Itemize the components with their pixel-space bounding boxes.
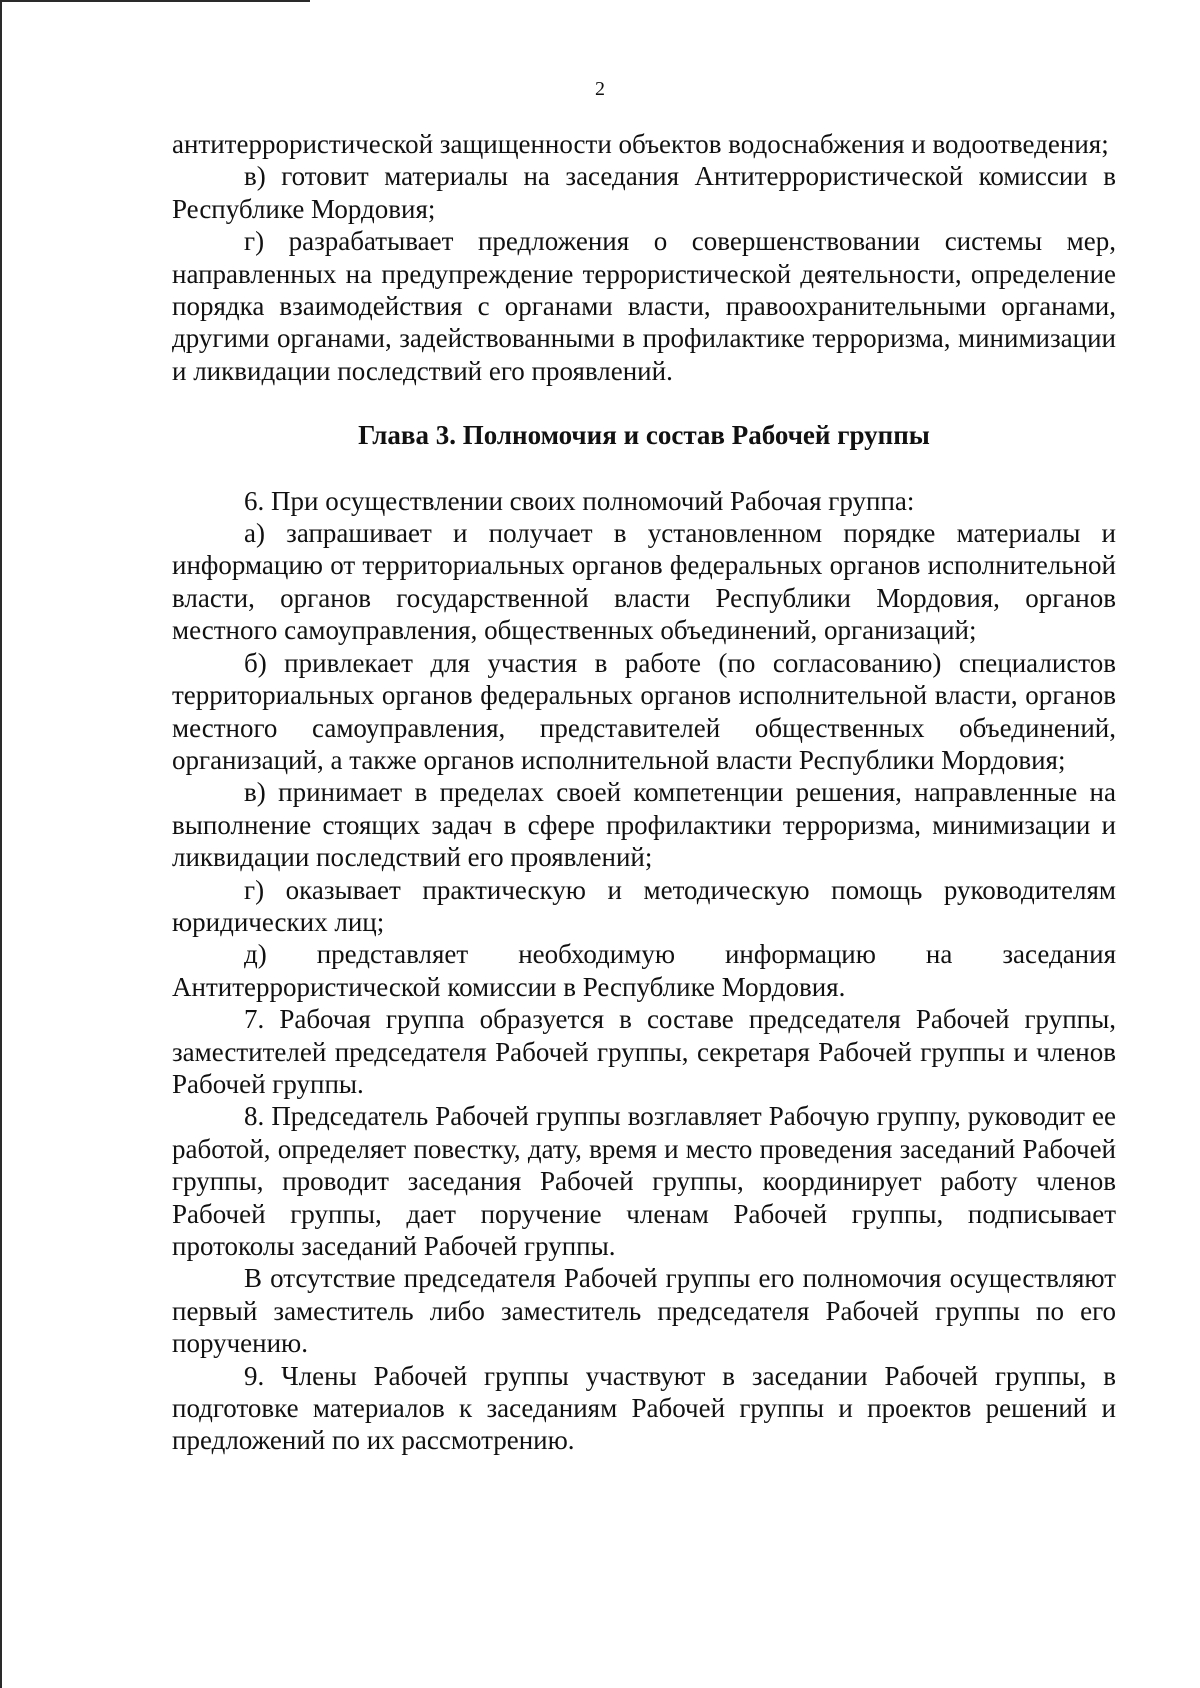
paragraph-item-a: а) запрашивает и получает в установленном порядке материалы и информацию от территориальных органов федеральных органов исполнительной власти, органов государственной власти Республики Мордовия, органов местного самоуправления, общественных объединений, организаций; <box>172 518 1116 646</box>
paragraph-item-g: г) разрабатывает предложения о совершенствовании системы мер, направленных на предупреждение террористической деятельности, определение порядка взаимодействия с органами власти, правоохранительными органами, другими органами, задействованными в профилактике терроризма, минимизации и ликвидации последствий его проявлений. <box>172 226 1116 386</box>
scan-edge-left <box>0 0 2 1688</box>
paragraph-item-v: в) готовит материалы на заседания Антитеррористической комиссии в Республике Мордовия; <box>172 161 1116 224</box>
paragraph-item-d: д) представляет необходимую информацию на заседания Антитеррористической комиссии в Республике Мордовия. <box>172 939 1116 1002</box>
scan-edge-top <box>0 0 310 2</box>
page-number: 2 <box>595 78 605 100</box>
paragraph-clause-9: 9. Члены Рабочей группы участвуют в заседании Рабочей группы, в подготовке материалов к заседаниям Рабочей группы и проектов решений и предложений по их рассмотрению. <box>172 1360 1116 1456</box>
chapter-heading: Глава 3. Полномочия и состав Рабочей группы <box>358 420 930 451</box>
paragraph-item-b: б) привлекает для участия в работе (по согласованию) специалистов территориальных органов федеральных органов исполнительной власти, органов местного самоуправления, представителей общественных объединений, организаций, а также органов исполнительной власти Республики Мордовия; <box>172 647 1116 775</box>
document-body <box>172 128 1116 1457</box>
paragraph-clause-8-deputy: В отсутствие председателя Рабочей группы его полномочия осуществляют первый заместитель либо заместитель председателя Рабочей группы по его поручению. <box>172 1263 1116 1359</box>
paragraph-clause-7: 7. Рабочая группа образуется в составе председателя Рабочей группы, заместителей председателя Рабочей группы, секретаря Рабочей группы и членов Рабочей группы. <box>172 1004 1116 1099</box>
paragraph-item-v: в) принимает в пределах своей компетенции решения, направленные на выполнение стоящих задач в сфере профилактики терроризма, минимизации и ликвидации последствий его проявлений; <box>172 777 1116 873</box>
paragraph-item-g: г) оказывает практическую и методическую помощь руководителям юридических лиц; <box>172 874 1116 937</box>
paragraph-continuation: антитеррористической защищенности объектов водоснабжения и водоотведения; <box>172 129 1109 159</box>
paragraph-clause-8: 8. Председатель Рабочей группы возглавляет Рабочую группу, руководит ее работой, определяет повестку, дату, время и место проведения заседаний Рабочей группы, проводит заседания Рабочей группы, координирует работу членов Рабочей группы, дает поручение членам Рабочей группы, подписывает протоколы заседаний Рабочей группы. <box>172 1101 1116 1261</box>
paragraph-clause-6: 6. При осуществлении своих полномочий Рабочая группа: <box>244 485 915 516</box>
